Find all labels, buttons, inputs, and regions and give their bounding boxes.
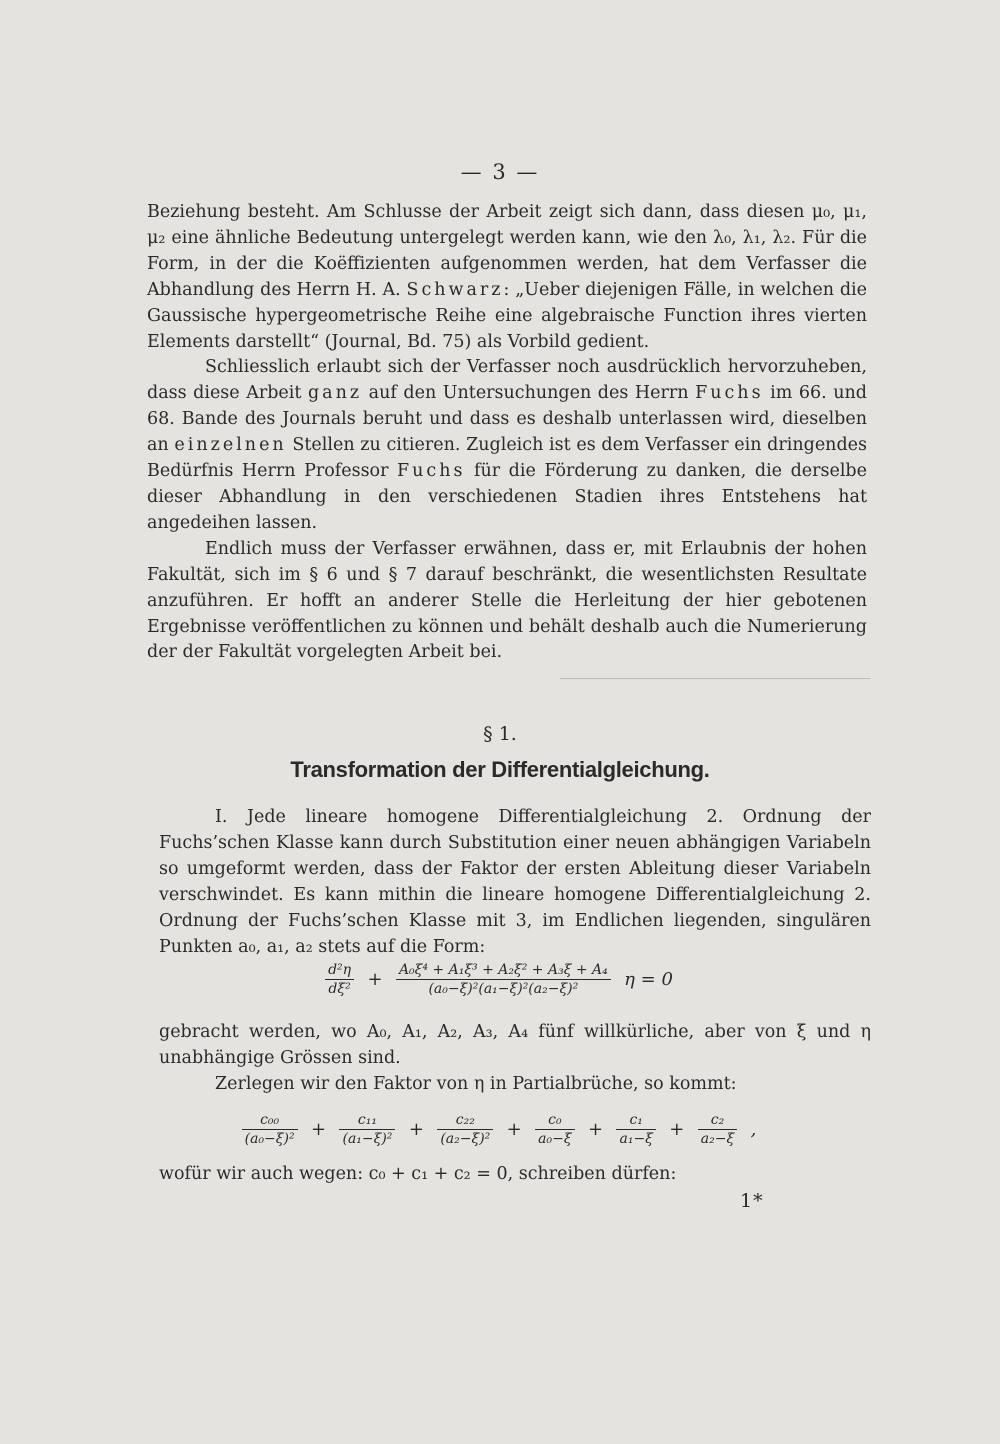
eq2-plus-1: + (310, 1119, 327, 1140)
eq1-numerator: A₀ξ⁴ + A₁ξ³ + A₂ξ² + A₃ξ + A₄ (396, 962, 611, 980)
eq2-term-3 (437, 1112, 493, 1147)
body-paragraph-2 (159, 1020, 871, 1098)
equation-2 (0, 1112, 1000, 1147)
eq2-term-3-numerator: c₂₂ (437, 1112, 493, 1130)
eq1-lhs-fraction (325, 962, 354, 997)
eq2-plus-2: + (408, 1119, 424, 1140)
body-p1-text: I. Jede lineare homogene Differentialgleichung 2. Ordnung der Fuchs’schen Klasse kann durch Substitution einer neuen abhängigen Variabeln so umgeformt werden, dass der Faktor der ersten Ableitung dieser Variabeln verschwindet. Es kann mithin die lineare homogene Differentialgleichung 2. Ordnung der Fuchs’schen Klasse mit 3, im Endlichen liegenden, singulären Punkten a₀, a₁, a₂ stets auf die Form: (159, 807, 871, 957)
intro-p1-part-a: Beziehung besteht. Am Schlusse der Arbeit zeigt sich dann, dass diesen μ₀, μ₁, μ₂ eine ähnliche Bedeutung untergelegt werden kann, wie den λ₀, λ₁, λ₂. Für die Form, in der die Koëffizienten aufgenommen werden, hat dem Verfasser die Abhandlung des Herrn H. A. (147, 202, 867, 300)
eq2-term-5-numerator: c₁ (616, 1112, 655, 1130)
intro-p2-part-a: Schliesslich erlaubt sich der Verfasser noch ausdrücklich hervorzuheben, dass diese Arbeit (147, 357, 867, 404)
page-number: — 3 — (460, 160, 540, 184)
eq2-plus-5: + (669, 1119, 685, 1140)
intro-p1-part-b: : „Ueber diejenigen Fälle, in welchen die Gaussische hypergeometrische Reihe eine algebraische Function ihres vierten Elements darstellt“ (Journal, Bd. 75) als Vorbild gedient. (147, 279, 867, 352)
intro-paragraph-1 (147, 200, 867, 355)
emphasis-ganz: ganz (307, 383, 363, 404)
eq2-term-1 (242, 1112, 298, 1147)
eq2-term-4 (535, 1112, 574, 1147)
body-p2-text: gebracht werden, wo A₀, A₁, A₂, A₃, A₄ fünf willkürliche, aber von ξ und η unabhängige Grössen sind. (159, 1022, 871, 1068)
eq2-term-6-numerator: c₂ (698, 1112, 737, 1130)
eq2-term-2-numerator: c₁₁ (339, 1112, 395, 1130)
eq1-main-fraction (396, 962, 611, 997)
author-name-schwarz: Schwarz (406, 279, 504, 300)
eq2-term-2-denominator: (a₁−ξ)² (342, 1131, 393, 1147)
eq2-term-6-denominator: a₂−ξ (700, 1131, 735, 1147)
eq2-term-3-denominator: (a₂−ξ)² (440, 1131, 491, 1147)
equation-1 (0, 962, 1000, 997)
body-p3-text: Zerlegen wir den Faktor von η in Partialbrüche, so kommt: (215, 1073, 737, 1094)
body-paragraph-1 (159, 805, 871, 960)
eq2-term-1-denominator: (a₀−ξ)² (244, 1131, 295, 1147)
intro-paragraph-3: Endlich muss der Verfasser erwähnen, dass er, mit Erlaubnis der hohen Fakultät, sich im § 6 und § 7 darauf beschränkt, die wesentlichsten Resultate anzuführen. Er hofft an anderer Stelle die Herleitung der hier gebotenen Ergebnisse veröffentlichen zu können und behält deshalb auch die Numerierung der der Fakultät vorgelegten Arbeit bei. (147, 538, 867, 663)
intro-paragraph-2 (147, 355, 867, 536)
eq2-term-6 (698, 1112, 737, 1147)
eq1-lhs-numerator: d²η (325, 962, 354, 980)
intro-p2-part-e: für die Förderung zu danken, die derselbe dieser Abhandlung in den verschiedenen Stadien ihres Entstehens hat angedeihen lassen. (147, 461, 867, 533)
eq2-term-5 (616, 1112, 655, 1147)
eq2-term-4-denominator: a₀−ξ (538, 1131, 572, 1147)
eq2-plus-4: + (587, 1119, 604, 1140)
eq2-term-4-numerator: c₀ (535, 1112, 574, 1130)
section-title: Transformation der Differentialgleichung. (290, 757, 710, 782)
eq2-plus-3: + (506, 1119, 522, 1140)
body-p4-text: wofür wir auch wegen: c₀ + c₁ + c₂ = 0, schreiben dürfen: (159, 1164, 677, 1184)
eq1-denominator: (a₀−ξ)²(a₁−ξ)²(a₂−ξ)² (428, 981, 579, 997)
section-number: § 1. (483, 723, 517, 745)
emphasis-einzelnen: einzelnen (174, 435, 287, 456)
eq1-rhs: η = 0 (624, 969, 673, 990)
intro-text (147, 200, 867, 666)
eq2-end-comma: , (750, 1119, 757, 1140)
author-name-fuchs: Fuchs (695, 383, 764, 404)
body-paragraph-4 (159, 1162, 871, 1188)
eq2-term-2 (339, 1112, 395, 1147)
author-name-fuchs-2: Fuchs (396, 461, 466, 482)
eq2-term-5-denominator: a₁−ξ (619, 1131, 653, 1147)
faint-divider (560, 678, 870, 679)
intro-p2-part-b: auf den Untersuchungen des Herrn (362, 383, 696, 404)
signature-mark: 1* (740, 1190, 764, 1212)
eq2-term-1-numerator: c₀₀ (242, 1112, 298, 1130)
intro-p2-part-c: im 66. und 68. Bande des Journals beruht und dass es deshalb unterlassen wird, dieselben an (147, 383, 867, 456)
eq1-lhs-denominator: dξ² (328, 981, 351, 997)
eq1-plus-sign: + (367, 969, 383, 990)
intro-p2-part-d: Stellen zu citieren. Zugleich ist es dem Verfasser ein dringendes Bedürfnis Herrn Professor (147, 435, 867, 482)
